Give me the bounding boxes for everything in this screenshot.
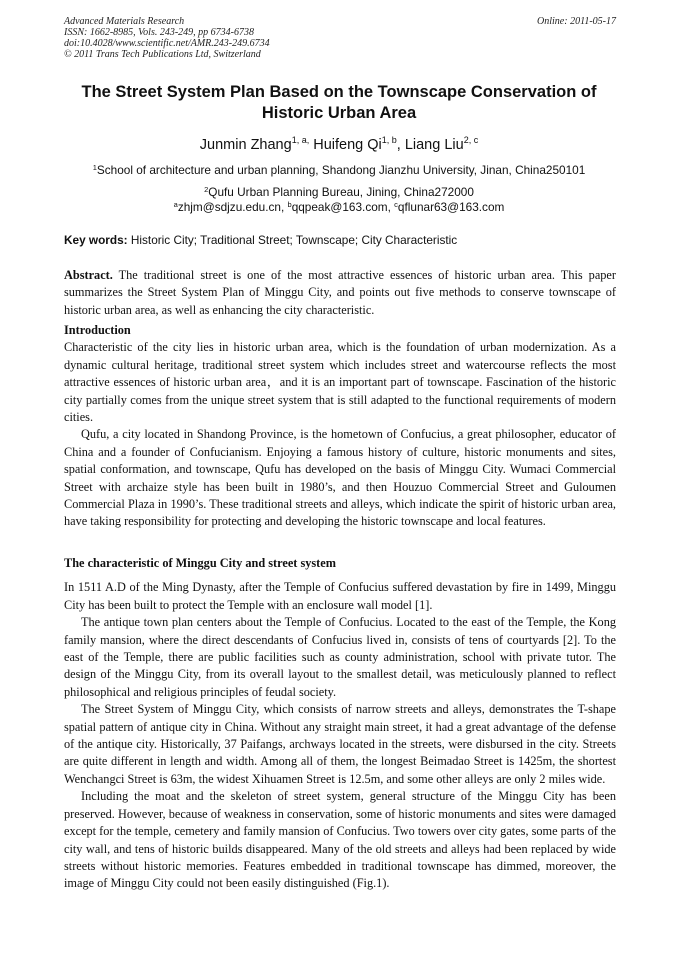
publication-header — [64, 16, 616, 60]
affiliation-1 — [40, 160, 638, 178]
author-affiliation-mark: 2, c — [463, 135, 479, 145]
paragraph: In 1511 A.D of the Ming Dynasty, after the Temple of Confucius suffered devastation by fire in 1499, Minggu City has been built to protect the Temple with an enclosure wall model [1]. — [64, 580, 616, 612]
email-mark: c — [394, 200, 398, 209]
paragraph: The antique town plan centers about the Temple of Confucius. Located to the east of the Temple, the Kong family mansion, where the direct descendants of Confucius lived in, consists of tens of courtyards [2]. To the east of the Temple, there are public facilities such as county administration, school with private tutor. The design of the Minggu City, from its overall layout to the smallest detail, was meticulously planned to reflect philosophical and religious principles of feudal society. — [64, 615, 616, 699]
email-text: qqpeak@163.com, — [291, 200, 395, 214]
online-date: Online: 2011-05-17 — [537, 16, 616, 27]
introduction-section — [64, 322, 616, 531]
author-name: Junmin Zhang — [199, 137, 292, 153]
abstract-text: The traditional street is one of the most attractive essences of historic urban area. This paper summarizes the Street System Plan of Minggu City, and points out five methods to conserve townscape of historic urban area, as well as enhancing the city characteristic. — [64, 268, 616, 317]
abstract-label: Abstract. — [64, 268, 113, 282]
keywords-text: Historic City; Traditional Street; Townscape; City Characteristic — [127, 233, 458, 247]
copyright-line: © 2011 Trans Tech Publications Ltd, Switzerland — [64, 49, 261, 60]
email-mark: a — [173, 200, 178, 209]
characteristic-section — [64, 555, 616, 893]
author-name: Huifeng Qi — [313, 137, 382, 153]
section-heading-characteristic: The characteristic of Minggu City and street system — [64, 556, 336, 570]
author-emails — [40, 197, 638, 215]
paragraph: The Street System of Minggu City, which consists of narrow streets and alleys, demonstrates the T-shape spatial pattern of antique city in China. Without any straight main street, it had a great advantage of the defense of the antique city. Historically, 37 Paifangs, archways located in the streets, were disbursed in the city. Streets are quite different in length and width. Among all of them, the longest Beimadao Street is 1425m, the shortest Wenchangci Street is 63m, the widest Xihuamen Street is 12.5m, and some other alleys are only 2 miles wide. — [64, 702, 616, 786]
paragraph: Including the moat and the skeleton of street system, general structure of the Minggu City has been preserved. However, because of weakness in conservation, some of historic monuments and sites were damaged except for the temple, cemetery and family mansion of Confucius. Two towers over city gates, some parts of the city wall, and tens of historic builds disappeared. Many of the old streets and alleys had been replaced by wide streets without historic memories. Features embedded in traditional townscape has dimmed, moreover, the image of Minggu City could not been easily distinguished (Fig.1). — [64, 789, 616, 891]
paragraph: Characteristic of the city lies in historic urban area, which is the foundation of urban modernization. As a dynamic cultural heritage, traditional street system which includes street and watercourse reflects the most attractive essences of historic urban area，and it is an important part of townscape. Fascination of the historic city partially comes from the unique street system that is still adapted to the functional requirements of modern cities. — [64, 340, 616, 425]
author-affiliation-mark: 1, a, — [291, 135, 310, 145]
paper-title — [40, 82, 638, 124]
issn-line: ISSN: 1662-8985, Vols. 243-249, pp 6734-6738 — [64, 27, 254, 38]
paragraph: Qufu, a city located in Shandong Province, is the hometown of Confucius, a great philosopher, educator of China and a founder of Confucianism. Enjoying a famous history of culture, historic monuments and sites, spatial conformation, and townscape, Qufu has developed on the basis of Minggu City. Wumaci Commercial Street with archaize style has been built in 1980’s, and then Houzuo Commercial Street and Guloumen Commercial Plaza in 1990’s. These traditional streets and alleys, which indicate the spirit of historic urban area, have taking responsibility for protecting and developing the historic townscape and local features. — [64, 427, 616, 529]
author-separator: , — [396, 137, 405, 153]
affiliation-text: School of architecture and urban planning, Shandong Jianzhu University, Jinan, China250101 — [96, 163, 586, 177]
email-text: zhjm@sdjzu.edu.cn, — [177, 200, 288, 214]
keywords-label: Key words: — [64, 233, 128, 247]
abstract — [64, 267, 616, 319]
title-line-2: Historic Urban Area — [261, 104, 417, 122]
affiliation-text: Qufu Urban Planning Bureau, Jining, China272000 — [208, 185, 474, 199]
affiliation-mark: 2 — [204, 185, 209, 194]
section-heading-introduction: Introduction — [64, 323, 131, 337]
doi-line: doi:10.4028/www.scientific.net/AMR.243-249.6734 — [64, 38, 270, 49]
keywords — [64, 233, 616, 248]
author-list — [40, 131, 638, 154]
title-line-1: The Street System Plan Based on the Townscape Conservation of — [81, 83, 597, 101]
author-name: Liang Liu — [404, 137, 464, 153]
author-affiliation-mark: 1, b — [381, 135, 397, 145]
affiliation-mark: 1 — [92, 163, 97, 172]
email-text: qflunar63@163.com — [397, 200, 505, 214]
email-mark: b — [287, 200, 292, 209]
journal-name: Advanced Materials Research — [64, 16, 185, 27]
